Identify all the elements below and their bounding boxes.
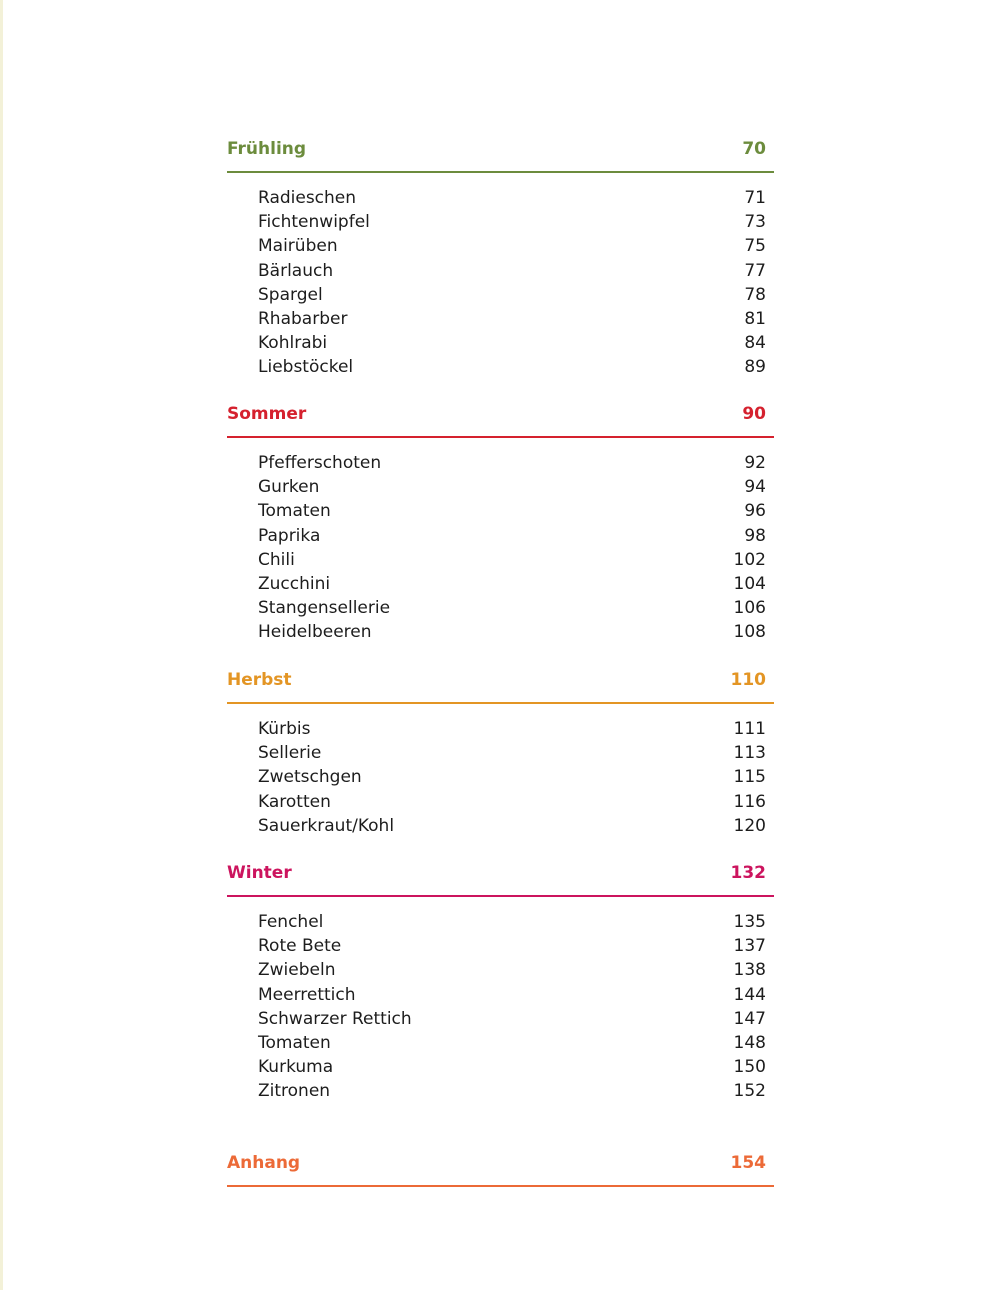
section-autumn (227, 667, 774, 838)
toc-entry[interactable] (258, 451, 766, 475)
section-rule (227, 171, 774, 173)
entry-page: 147 (733, 1008, 766, 1029)
entry-page: 96 (744, 501, 766, 522)
toc-entry[interactable] (258, 283, 766, 307)
toc-entry[interactable] (258, 234, 766, 258)
entry-page: 102 (733, 549, 766, 570)
section-rule (227, 436, 774, 438)
toc-entry[interactable] (258, 499, 766, 523)
section-summer (227, 401, 774, 645)
toc-entry[interactable] (258, 259, 766, 283)
entry-label: Radieschen (258, 188, 357, 209)
entry-label: Kohlrabi (258, 333, 328, 354)
entry-label: Zwetschgen (258, 767, 362, 788)
toc-entry[interactable] (258, 596, 766, 620)
entry-label: Kürbis (258, 719, 311, 740)
toc-entry[interactable] (258, 790, 766, 814)
entry-page: 77 (744, 260, 766, 281)
entry-page: 81 (744, 309, 766, 330)
section-page: 154 (730, 1152, 766, 1173)
toc-entry[interactable] (258, 765, 766, 789)
entry-page: 71 (744, 188, 766, 209)
entry-page: 116 (733, 791, 766, 812)
toc-entry[interactable] (258, 331, 766, 355)
entry-label: Fichtenwipfel (258, 212, 370, 233)
toc-entry[interactable] (258, 1031, 766, 1055)
entry-label: Tomaten (258, 1033, 331, 1054)
entry-page: 115 (733, 767, 766, 788)
section-title: Frühling (227, 138, 307, 159)
entry-page: 78 (744, 284, 766, 305)
entry-label: Zwiebeln (258, 960, 336, 981)
entry-label: Bärlauch (258, 260, 334, 281)
section-page: 90 (742, 403, 766, 424)
entry-label: Rote Bete (258, 936, 342, 957)
entry-list (227, 186, 774, 380)
entry-list (227, 451, 774, 645)
entry-label: Paprika (258, 525, 321, 546)
toc-entry[interactable] (258, 307, 766, 331)
entry-page: 104 (733, 574, 766, 595)
toc-entry[interactable] (258, 620, 766, 644)
entry-page: 73 (744, 212, 766, 233)
section-heading[interactable] (227, 860, 774, 885)
entry-label: Sellerie (258, 743, 322, 764)
entry-page: 98 (744, 525, 766, 546)
toc-entry[interactable] (258, 186, 766, 210)
entry-page: 75 (744, 236, 766, 257)
section-rule (227, 895, 774, 897)
entry-page: 89 (744, 357, 766, 378)
entry-page: 111 (733, 719, 766, 740)
section-spring (227, 136, 774, 380)
toc-entry[interactable] (258, 210, 766, 234)
toc-entry[interactable] (258, 572, 766, 596)
entry-page: 108 (733, 622, 766, 643)
entry-label: Mairüben (258, 236, 338, 257)
section-appendix (227, 1150, 774, 1187)
toc-entry[interactable] (258, 1007, 766, 1031)
entry-label: Sauerkraut/Kohl (258, 815, 395, 836)
section-heading[interactable] (227, 401, 774, 426)
toc-entry[interactable] (258, 958, 766, 982)
section-title: Anhang (227, 1152, 301, 1173)
toc-entry[interactable] (258, 910, 766, 934)
entry-page: 138 (733, 960, 766, 981)
entry-label: Karotten (258, 791, 331, 812)
entry-label: Zitronen (258, 1081, 331, 1102)
entry-page: 92 (744, 453, 766, 474)
section-page: 110 (730, 669, 766, 690)
entry-label: Gurken (258, 477, 320, 498)
entry-page: 137 (733, 936, 766, 957)
section-winter (227, 860, 774, 1104)
entry-page: 150 (733, 1057, 766, 1078)
entry-label: Spargel (258, 284, 323, 305)
entry-page: 113 (733, 743, 766, 764)
section-heading[interactable] (227, 1150, 774, 1175)
toc-entry[interactable] (258, 475, 766, 499)
entry-page: 84 (744, 333, 766, 354)
toc-entry[interactable] (258, 1055, 766, 1079)
entry-list (227, 910, 774, 1104)
section-title: Winter (227, 862, 292, 883)
entry-label: Chili (258, 549, 295, 570)
section-rule (227, 702, 774, 704)
section-page: 70 (742, 138, 766, 159)
toc-entry[interactable] (258, 983, 766, 1007)
entry-label: Stangensellerie (258, 598, 391, 619)
toc-entry[interactable] (258, 1079, 766, 1103)
toc-entry[interactable] (258, 814, 766, 838)
entry-page: 144 (733, 984, 766, 1005)
page-edge (0, 0, 3, 1290)
entry-label: Pfefferschoten (258, 453, 382, 474)
section-title: Herbst (227, 669, 292, 690)
entry-page: 135 (733, 912, 766, 933)
entry-page: 120 (733, 815, 766, 836)
entry-label: Meerrettich (258, 984, 356, 1005)
toc-entry[interactable] (258, 548, 766, 572)
entry-label: Kurkuma (258, 1057, 334, 1078)
section-heading[interactable] (227, 667, 774, 692)
entry-label: Rhabarber (258, 309, 348, 330)
entry-label: Fenchel (258, 912, 324, 933)
entry-list (227, 717, 774, 838)
entry-label: Liebstöckel (258, 357, 354, 378)
entry-page: 106 (733, 598, 766, 619)
toc-entry[interactable] (258, 741, 766, 765)
section-rule (227, 1185, 774, 1187)
section-page: 132 (730, 862, 766, 883)
entry-page: 94 (744, 477, 766, 498)
entry-label: Heidelbeeren (258, 622, 372, 643)
toc-entry[interactable] (258, 934, 766, 958)
section-title: Sommer (227, 403, 307, 424)
entry-label: Tomaten (258, 501, 331, 522)
toc-entry[interactable] (258, 524, 766, 548)
entry-label: Zucchini (258, 574, 331, 595)
toc-entry[interactable] (258, 355, 766, 379)
entry-page: 148 (733, 1033, 766, 1054)
toc-entry[interactable] (258, 717, 766, 741)
entry-page: 152 (733, 1081, 766, 1102)
entry-label: Schwarzer Rettich (258, 1008, 412, 1029)
section-heading[interactable] (227, 136, 774, 161)
